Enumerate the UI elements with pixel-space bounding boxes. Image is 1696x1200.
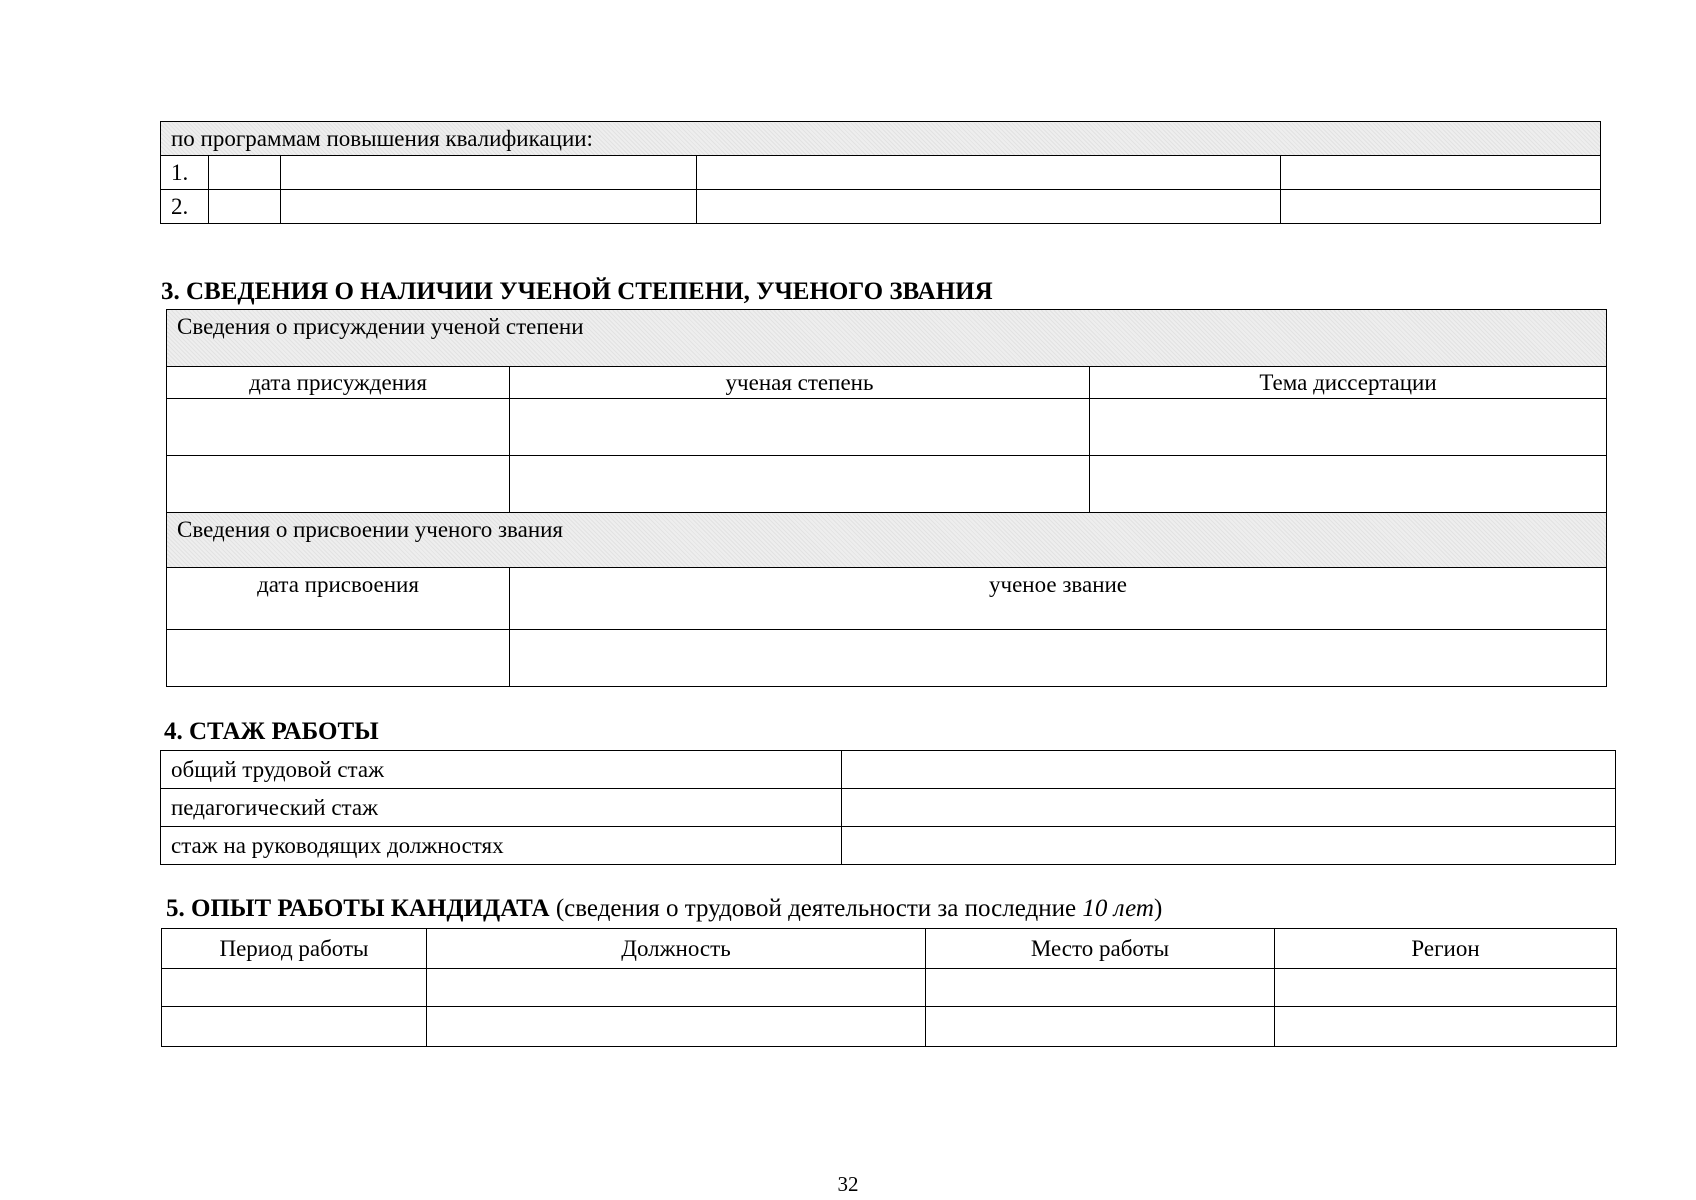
section4-title: 4. СТАЖ РАБОТЫ — [164, 718, 379, 745]
table-cell[interactable] — [162, 1007, 427, 1047]
row-label: стаж на руководящих должностях — [161, 827, 842, 865]
column-header: Место работы — [926, 929, 1275, 969]
table-cell[interactable] — [1275, 1007, 1617, 1047]
section5-title — [166, 895, 1162, 923]
table-cell[interactable] — [162, 969, 427, 1007]
table-row — [167, 399, 1607, 456]
table-cell[interactable] — [209, 156, 281, 190]
table-row — [161, 789, 1616, 827]
column-header: ученая степень — [510, 367, 1090, 399]
section5-title-note: (сведения о трудовой деятельности за последние — [555, 895, 1077, 922]
section5-title-years: 10 лет — [1082, 895, 1154, 922]
table-row — [161, 190, 1601, 224]
degree-section-header: Сведения о присуждении ученой степени — [167, 310, 1607, 367]
table-row — [161, 827, 1616, 865]
section5-title-close: ) — [1153, 895, 1163, 922]
page-number: 32 — [837, 1172, 859, 1196]
table-cell[interactable] — [926, 969, 1275, 1007]
table-row — [167, 630, 1607, 687]
row-number: 2. — [161, 190, 209, 224]
qualification-header: по программам повышения квалификации: — [161, 122, 1601, 156]
table-cell[interactable] — [842, 789, 1616, 827]
column-header: Период работы — [162, 929, 427, 969]
table-cell[interactable] — [1090, 456, 1607, 513]
table-cell[interactable] — [697, 156, 1281, 190]
row-label: общий трудовой стаж — [161, 751, 842, 789]
row-label: педагогический стаж — [161, 789, 842, 827]
table-cell[interactable] — [842, 751, 1616, 789]
table-row — [162, 1007, 1617, 1047]
table-cell[interactable] — [167, 456, 510, 513]
row-number: 1. — [161, 156, 209, 190]
table-cell[interactable] — [697, 190, 1281, 224]
title-section-header: Сведения о присвоении ученого звания — [167, 513, 1607, 568]
table-row — [161, 156, 1601, 190]
table-cell[interactable] — [1090, 399, 1607, 456]
table-cell[interactable] — [427, 969, 926, 1007]
table-cell[interactable] — [1281, 156, 1601, 190]
table-row — [161, 751, 1616, 789]
column-header: Тема диссертации — [1090, 367, 1607, 399]
table-cell[interactable] — [510, 630, 1607, 687]
table-cell[interactable] — [1275, 969, 1617, 1007]
column-header: дата присуждения — [167, 367, 510, 399]
table-cell[interactable] — [510, 399, 1090, 456]
table-row — [162, 969, 1617, 1007]
table-cell[interactable] — [427, 1007, 926, 1047]
table-cell[interactable] — [209, 190, 281, 224]
table-cell[interactable] — [281, 190, 697, 224]
table-cell[interactable] — [1281, 190, 1601, 224]
table-cell[interactable] — [167, 399, 510, 456]
column-header: дата присвоения — [167, 568, 510, 630]
table-row — [167, 456, 1607, 513]
qualification-table — [160, 121, 1600, 224]
table-cell[interactable] — [926, 1007, 1275, 1047]
column-header: Регион — [1275, 929, 1617, 969]
table-cell[interactable] — [842, 827, 1616, 865]
column-header: ученое звание — [510, 568, 1607, 630]
table-cell[interactable] — [167, 630, 510, 687]
degree-table — [166, 309, 1606, 687]
work-history-table — [161, 928, 1616, 1047]
section3-title: 3. СВЕДЕНИЯ О НАЛИЧИИ УЧЕНОЙ СТЕПЕНИ, УЧЕНОГО ЗВАНИЯ — [161, 278, 993, 305]
table-cell[interactable] — [510, 456, 1090, 513]
table-cell[interactable] — [281, 156, 697, 190]
experience-table — [160, 750, 1615, 865]
column-header: Должность — [427, 929, 926, 969]
section5-title-bold: 5. ОПЫТ РАБОТЫ КАНДИДАТА — [166, 895, 550, 922]
